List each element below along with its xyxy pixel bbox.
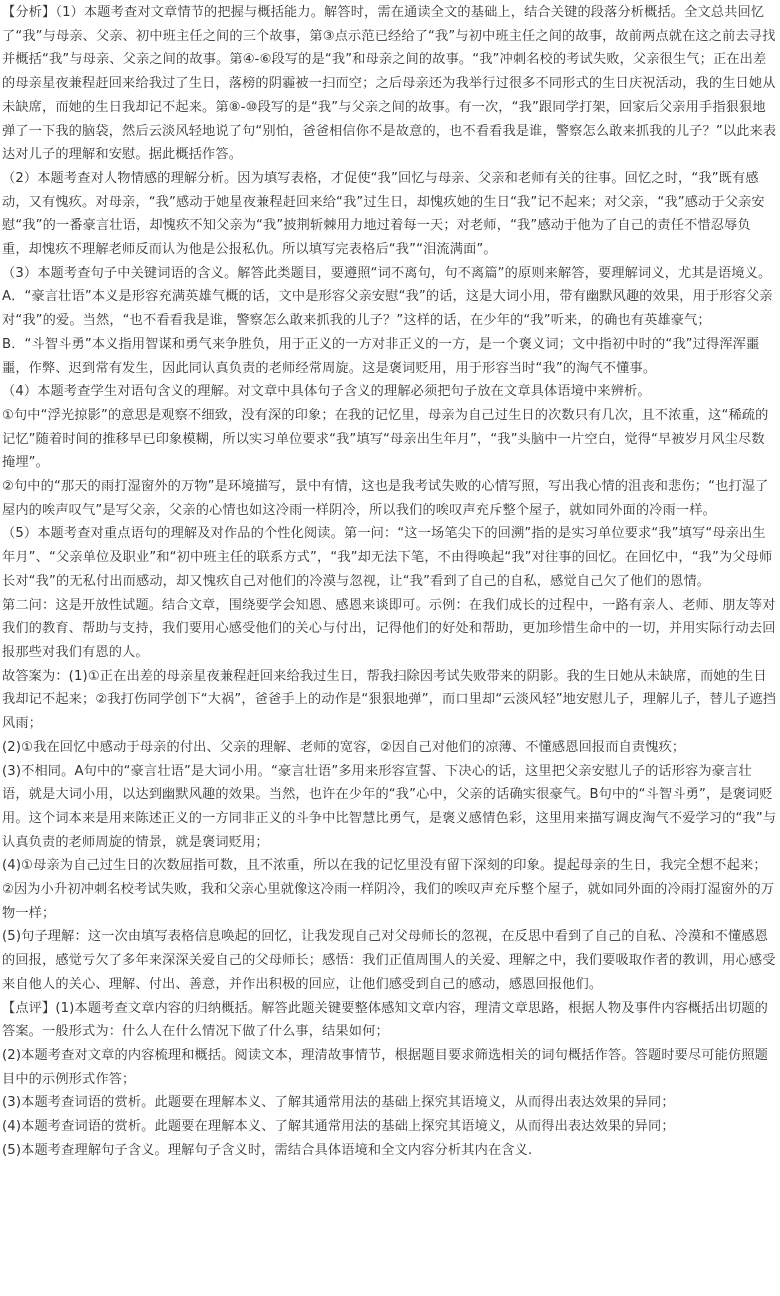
analysis-part-3: （3）本题考查句子中关键词语的含义。解答此类题目，要遵照“词不离句，句不离篇”的原则来解答，要理解词义，尤其是语境义。 xyxy=(2,265,772,281)
answer-3: (3)不相同。A句中的“豪言壮语”是大词小用。“豪言壮语”多用来形容宣誓、下决心的话，这里把父亲安慰儿子的话形容为豪言壮语，就是大词小用，以达到幽默风趣的效果。当然，也许在少年的“我”心中，父亲的话确实很豪气。B句中的“斗智斗勇”，是褒词贬用。这个词本来是用来陈述正义的一方同非正义的斗争中比智慧比勇气，是褒义感情色彩，这里用来描写调皮淘气不爱学习的“我”与认真负责的老师周旋的情景，就是褒词贬用； xyxy=(2,763,777,850)
analysis-part-2: （2）本题考查对人物情感的理解分析。因为填写表格，才促使“我”回忆与母亲、父亲和老师有关的往事。回忆之时，“我”既有感动，又有愧疚。对母亲，“我”感动于她星夜兼程赶回来给“我”过生日，却愧疚她的生日“我”记不起来；对父亲，“我”感动于父亲安慰“我”的一番豪言壮语，却愧疚不知父亲为“我”披荆斩棘用力地过着每一天；对老师，“我”感动于他为了自己的责任不惜忍辱负重，却愧疚不理解老师反而认为他是公报私仇。所以填写完表格后“我”“泪流满面”。 xyxy=(2,170,765,258)
comment-3: (3)本题考查词语的赏析。此题要在理解本义、了解其通常用法的基础上探究其语境义，从而得出表达效果的异同； xyxy=(2,1095,675,1111)
analysis-part-4-2: ②句中的“那天的雨打湿窗外的万物”是环境描写，景中有情，这也是我考试失败的心情写照，写出我心情的沮丧和悲伤；“也打湿了屋内的唉声叹气”是写父亲，父亲的心情也如这冷雨一样阴冷，所以我们的唉叹声充斥整个屋子，就如同外面的冷雨一样。 xyxy=(2,479,769,518)
comment-4: (4)本题考查词语的赏析。此题要在理解本义、了解其通常用法的基础上探究其语境义，从而得出表达效果的异同； xyxy=(2,1119,675,1135)
answer-1: 故答案为：(1)①正在出差的母亲星夜兼程赶回来给我过生日，帮我扫除因考试失败带来的阴影。我的生日她从未缺席，而她的生日我却记不起来；②我打伤同学创下“大祸”，爸爸手上的动作是“狠狠地弹”，而口里却“云淡风轻”地安慰儿子，理解儿子，替儿子遮挡风雨； xyxy=(2,668,777,732)
analysis-part-4-1: ①句中“浮光掠影”的意思是观察不细致，没有深的印象；在我的记忆里，母亲为自己过生日的次数只有几次，且不浓重，这“稀疏的记忆”随着时间的推移早已印象模糊，所以实习单位要求“我”填写“母亲出生年月”，“我”头脑中一片空白，觉得“早被岁月风尘尽数掩埋”。 xyxy=(2,407,769,471)
comment-2: (2)本题考查对文章的内容梳理和概括。阅读文本，理清故事情节，根据题目要求筛选相关的词句概括作答。答题时要尽可能仿照题目中的示例形式作答； xyxy=(2,1047,769,1087)
analysis-part-3-a: A．“豪言壮语”本义是形容充满英雄气概的话，文中是形容父亲安慰“我”的话，这是大词小用，带有幽默风趣的效果，用于形容父亲对“我”的爱。当然，“也不看看我是谁，警察怎么敢来抓我的儿子？”这样的话，在少年的“我”听来，的确也有英雄豪气； xyxy=(2,289,773,329)
analysis-part-3-b: B．“斗智斗勇”本义指用智谋和勇气来争胜负，用于正义的一方对非正义的一方，是一个褒义词；文中指初中时的“我”过得浑浑噩噩，作弊、迟到常有发生，因此同认真负责的老师经常周旋。这是褒词贬用，用于形容当时“我”的淘气不懂事。 xyxy=(2,336,760,376)
analysis-part-5-q2: 第二问：这是开放性试题。结合文章，围绕要学会知恩、感恩来谈即可。示例：在我们成长的过程中，一路有亲人、老师、朋友等对我们的教育、帮助与支持，我们要用心感受他们的关心与付出，记得他们的好处和帮助，更加珍惜生命中的一切，并用实际行动去回报那些对我们有恩的人。 xyxy=(2,597,776,660)
analysis-part-5: （5）本题考查对重点语句的理解及对作品的个性化阅读。第一问：“这一场笔尖下的回溯”指的是实习单位要求“我”填写“母亲出生年月”、“父亲单位及职业”和“初中班主任的联系方式”，“我”却无法下笔，不由得唤起“我”对往事的回忆。在回忆中，“我”为父母师长对“我”的无私付出而感动，却又愧疚自己对他们的冷漠与忽视，让“我”看到了自己的自私，感觉自己欠了他们的恩情。 xyxy=(2,526,773,589)
comment-1: 【点评】(1)本题考查文章内容的归纳概括。解答此题关键要整体感知文章内容，理清文章思路，根据人物及事件内容概括出切题的答案。一般形式为：什么人在什么情况下做了什么事，结果如何； xyxy=(2,1000,769,1040)
analysis-part-4: （4）本题考查学生对语句含义的理解。对文章中具体句子含义的理解必须把句子放在文章具体语境中来辨析。 xyxy=(2,384,651,400)
answer-2: (2)①我在回忆中感动于母亲的付出、父亲的理解、老师的宽容，②因自己对他们的凉薄、不懂感恩回报而自责愧疚； xyxy=(2,739,686,755)
answer-5: (5)句子理解：这一次由填写表格信息唤起的回忆，让我发现自己对父母师长的忽视，在反思中看到了自己的自私、冷漠和不懂感恩的回报，感觉亏欠了多年来深深关爱自己的父母师长；感悟：我们正值周围人的关爱、理解之中，我们要吸取作者的教训，用心感受来自他人的关心、理解、付出、善意，并作出积极的回应，让他们感受到自己的感动，感恩回报他们。 xyxy=(2,929,776,992)
answer-4: (4)①母亲为自己过生日的次数屈指可数，且不浓重，所以在我的记忆里没有留下深刻的印象。提起母亲的生日，我完全想不起来；②因为小升初冲刺名校考试失败，我和父亲心里就像这冷雨一样阴冷，我们的唉叹声充斥整个屋子，就如同外面的冷雨打湿窗外的万物一样； xyxy=(2,858,775,921)
comment-5: (5)本题考查理解句子含义。理解句子含义时，需结合具体语境和全文内容分析其内在含义. xyxy=(2,1142,533,1158)
analysis-part-1: 【分析】（1）本题考查对文章情节的把握与概括能力。解答时，需在通读全文的基础上，结合关键的段落分析概括。全文总共回忆了“我”与母亲、父亲、初中班主任之间的三个故事，第③点示范已经给了“我”与初中班主任之间的故事，故前两点就在这之前去寻找并概括“我”与母亲、父亲之间的故事。第④-⑥段写的是“我”和母亲之间的故事。“我”冲刺名校的考试失败，父亲很生气；正在出差的母亲星夜兼程赶回来给我过了生日，落榜的阴霾被一扫而空；之后母亲还为我举行过很多不同形式的生日庆祝活动，我的生日她从未缺席，而她的生日我却记不起来。第⑧-⑩段写的是“我”与父亲之间的故事。有一次，“我”跟同学打架，回家后父亲用手指狠狠地弹了一下我的脑袋，然后云淡风轻地说了句“别怕，爸爸相信你不是故意的，也不看看我是谁，警察怎么敢来抓我的儿子？”以此来表达对儿子的理解和安慰。据此概括作答。 xyxy=(2,5,777,163)
